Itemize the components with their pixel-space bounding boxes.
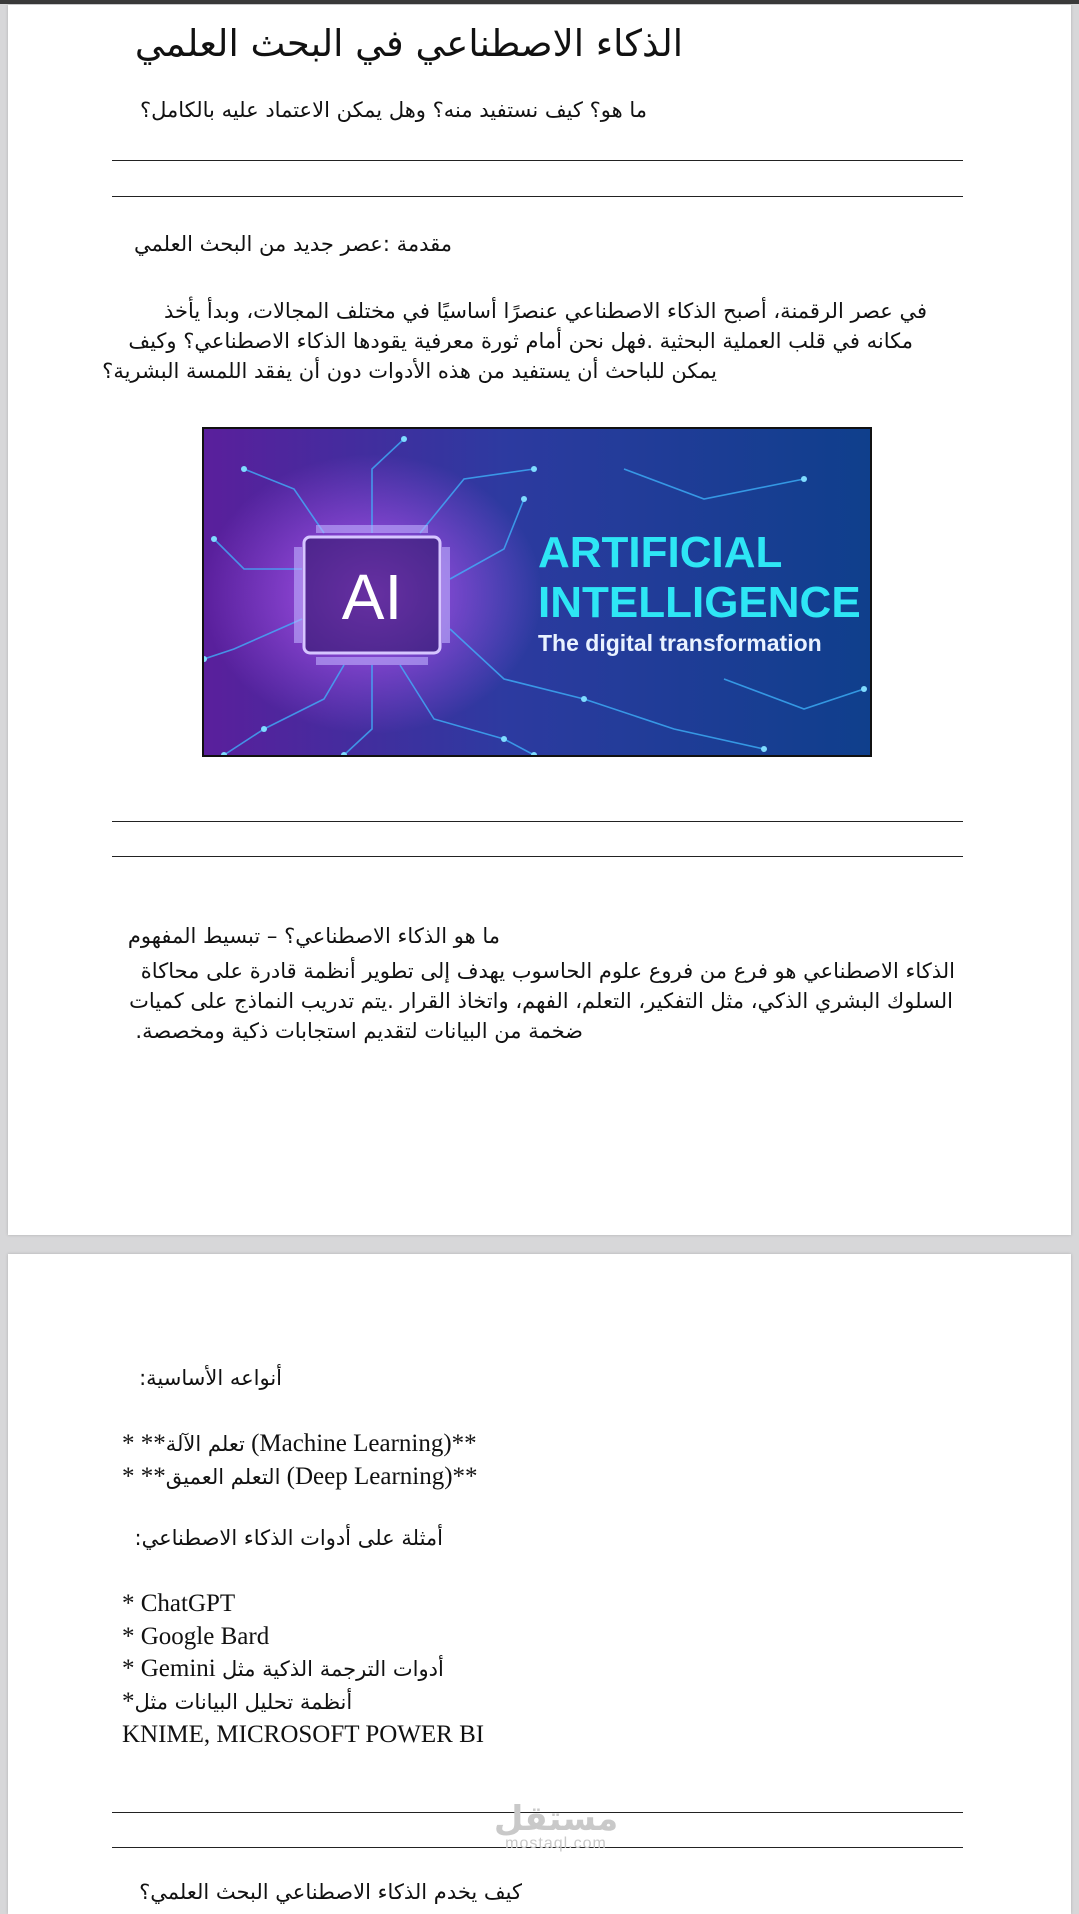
divider-line xyxy=(112,856,963,857)
document-subtitle: ما هو؟ كيف نستفيد منه؟ وهل يمكن الاعتماد عليه بالكامل؟ xyxy=(139,98,647,122)
circuit-node xyxy=(261,726,267,732)
divider-line xyxy=(112,821,963,822)
ai-hero-image xyxy=(202,427,872,757)
tool-item-analytics: *أنظمة تحليل البيانات مثل xyxy=(122,1688,353,1715)
circuit-illustration xyxy=(204,429,870,755)
intro-paragraph-line: مكانه في قلب العملية البحثية .فهل نحن أمام ثورة معرفية يقودها الذكاء الاصطناعي؟ وكيف xyxy=(128,329,913,353)
concept-paragraph-line: السلوك البشري الذكي، مثل التفكير، التعلم، الفهم، واتخاذ القرار .يتم تدريب النماذج على كميات xyxy=(129,989,953,1013)
type-item-machine-learning: * **تعلم الآلة (Machine Learning)** xyxy=(122,1430,477,1457)
watermark-domain: mostaql.com xyxy=(505,1835,607,1852)
intro-heading: مقدمة :عصر جديد من البحث العلمي xyxy=(134,232,452,256)
concept-heading: ما هو الذكاء الاصطناعي؟ – تبسيط المفهوم xyxy=(127,924,500,948)
type-item-deep-learning: * **التعلم العميق (Deep Learning)** xyxy=(122,1463,478,1490)
viewer-top-bar xyxy=(0,0,1079,4)
document-title: الذكاء الاصطناعي في البحث العلمي xyxy=(134,22,683,65)
chip-label: AI xyxy=(341,561,403,633)
circuit-node xyxy=(241,466,247,472)
hero-headline-line1: ARTIFICIAL xyxy=(538,528,783,577)
divider-line xyxy=(112,160,963,161)
circuit-node xyxy=(801,476,807,482)
circuit-node xyxy=(521,496,527,502)
circuit-node xyxy=(531,466,537,472)
section-heading-research-uses: كيف يخدم الذكاء الاصطناعي البحث العلمي؟ xyxy=(139,1880,522,1904)
circuit-node xyxy=(401,436,407,442)
analytics-tools-names: KNIME, MICROSOFT POWER BI xyxy=(122,1721,485,1748)
hero-tagline: The digital transformation xyxy=(538,630,822,656)
tools-heading: أمثلة على أدوات الذكاء الاصطناعي: xyxy=(134,1526,443,1550)
circuit-node xyxy=(581,696,587,702)
circuit-node xyxy=(211,536,217,542)
concept-paragraph-line: الذكاء الاصطناعي هو فرع من فروع علوم الحاسوب يهدف إلى تطوير أنظمة قادرة على محاكاة xyxy=(140,959,955,983)
concept-paragraph-line: ضخمة من البيانات لتقديم استجابات ذكية ومخصصة. xyxy=(135,1019,583,1043)
hero-headline-line2: INTELLIGENCE xyxy=(538,578,861,627)
watermark-logo-text: مستقل xyxy=(493,1799,619,1839)
intro-paragraph-line: في عصر الرقمنة، أصبح الذكاء الاصطناعي عنصرًا أساسيًا في مختلف المجالات، وبدأ يأخذ xyxy=(163,299,927,323)
mostaql-watermark xyxy=(486,1799,626,1852)
divider-line xyxy=(112,196,963,197)
circuit-node xyxy=(761,746,767,752)
tool-item-chatgpt: * ChatGPT xyxy=(122,1590,236,1617)
tool-item-google-bard: * Google Bard xyxy=(122,1623,270,1650)
tool-item-gemini: * Gemini أدوات الترجمة الذكية مثل xyxy=(122,1655,444,1682)
intro-paragraph-line: يمكن للباحث أن يستفيد من هذه الأدوات دون أن يفقد اللمسة البشرية؟ xyxy=(102,359,717,383)
circuit-node xyxy=(501,736,507,742)
circuit-node xyxy=(861,686,867,692)
types-heading: أنواعه الأساسية: xyxy=(139,1366,282,1390)
